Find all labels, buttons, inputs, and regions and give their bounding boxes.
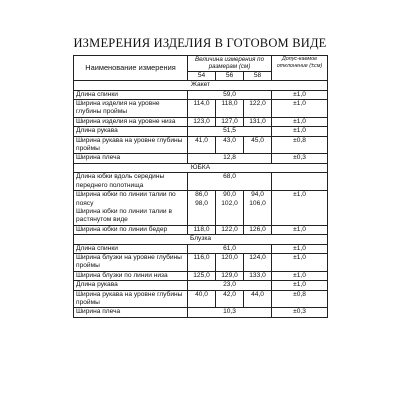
- measurement-name: Длина юбки вдоль середины переднего полотнища: [74, 173, 188, 191]
- measurement-name: Ширина блузки на уровне глубины проймы: [74, 253, 188, 271]
- section-row: [74, 235, 328, 244]
- table-row: [74, 244, 328, 253]
- value-54: 123,0: [188, 117, 216, 126]
- value-54: 118,0: [188, 225, 216, 234]
- measurement-name: Ширина блузки по линии низа: [74, 271, 188, 280]
- measurement-name: Ширина рукава на уровне глубины проймы: [74, 290, 188, 308]
- tolerance-value: ±0,3: [272, 154, 328, 163]
- tolerance-value: ±1,0: [272, 225, 328, 234]
- table-row: [74, 117, 328, 126]
- measurement-name: Ширина юбки по линии талии по поясу: [76, 191, 176, 207]
- value-56: 102,0: [221, 199, 238, 207]
- value-54: 86,0: [195, 191, 208, 199]
- measurement-value: 61,0: [188, 244, 272, 253]
- measurement-value: 68,0: [188, 173, 272, 191]
- measurement-value: 59,0: [188, 90, 272, 99]
- table-row: [74, 225, 328, 234]
- tolerance-value: ±0,8: [272, 136, 328, 154]
- value-56-pair: [216, 191, 244, 226]
- tolerance-value: ±1,0: [272, 191, 328, 226]
- value-58: 124,0: [244, 253, 272, 271]
- measurement-name: Ширина изделия на уровне глубины проймы: [74, 100, 188, 118]
- value-54: 114,0: [188, 100, 216, 118]
- value-58: 45,0: [244, 136, 272, 154]
- value-58: 131,0: [244, 117, 272, 126]
- value-56: 129,0: [216, 271, 244, 280]
- size-header-56: 56: [216, 71, 244, 80]
- measurement-name: Длина рукава: [74, 281, 188, 290]
- value-56: 42,0: [216, 290, 244, 308]
- value-56: 127,0: [216, 117, 244, 126]
- value-56: 118,0: [216, 100, 244, 118]
- tolerance-value: ±1,0: [272, 271, 328, 280]
- tolerance-value: ±0,3: [272, 308, 328, 317]
- table-row: [74, 308, 328, 317]
- value-54: 41,0: [188, 136, 216, 154]
- value-58: 122,0: [244, 100, 272, 118]
- value-54: 98,0: [195, 199, 208, 207]
- section-title-blouse: Блузка: [74, 235, 328, 244]
- measurement-name: Ширина изделия на уровне низа: [74, 117, 188, 126]
- table-row: [74, 127, 328, 136]
- measurement-value: 12,8: [188, 154, 272, 163]
- column-header-sizes: Величина измерения по размерам (см): [188, 56, 272, 72]
- measurement-name: Длина спинки: [74, 244, 188, 253]
- value-58: 44,0: [244, 290, 272, 308]
- table-row: [74, 173, 328, 191]
- measurement-name: Ширина юбки по линии талии в растянутом виде: [76, 207, 172, 224]
- column-header-tolerance: Допус-каемое отклонение (±см): [272, 56, 328, 81]
- measurement-name: Длина рукава: [74, 127, 188, 136]
- value-58: 133,0: [244, 271, 272, 280]
- measurement-name: Ширина плеча: [74, 154, 188, 163]
- value-56: 43,0: [216, 136, 244, 154]
- table-row: [74, 253, 328, 271]
- section-row: [74, 163, 328, 172]
- column-header-name: Наименование измерения: [74, 56, 188, 81]
- table-row: [74, 271, 328, 280]
- value-58: 94,0: [251, 191, 264, 199]
- measurements-table: [73, 55, 328, 318]
- page-title: ИЗМЕРЕНИЯ ИЗДЕЛИЯ В ГОТОВОМ ВИДЕ: [73, 36, 327, 50]
- measurement-name-pair: [74, 191, 188, 226]
- value-54: 125,0: [188, 271, 216, 280]
- section-row: [74, 81, 328, 90]
- tolerance-value: ±1,0: [272, 100, 328, 118]
- value-56: 90,0: [223, 191, 236, 199]
- value-56: 122,0: [216, 225, 244, 234]
- value-58: 106,0: [249, 199, 266, 207]
- value-54: 40,0: [188, 290, 216, 308]
- measurement-name: Ширина рукава на уровне глубины проймы: [74, 136, 188, 154]
- table-row: [74, 154, 328, 163]
- section-title-skirt: ЮБКА: [74, 163, 328, 172]
- tolerance-value: ±1,0: [272, 127, 328, 136]
- value-58: 126,0: [244, 225, 272, 234]
- measurement-value: 10,3: [188, 308, 272, 317]
- tolerance-value: [272, 173, 328, 191]
- tolerance-value: ±1,0: [272, 117, 328, 126]
- measurement-value: 51,5: [188, 127, 272, 136]
- size-header-54: 54: [188, 71, 216, 80]
- measurement-name: Ширина юбки по линии бедер: [74, 225, 188, 234]
- measurement-name: Длина спинки: [74, 90, 188, 99]
- tolerance-value: ±1,0: [272, 244, 328, 253]
- tolerance-value: ±0,8: [272, 290, 328, 308]
- value-58-pair: [244, 191, 272, 226]
- table-row: [74, 90, 328, 99]
- table-row: [74, 136, 328, 154]
- table-row: [74, 191, 328, 226]
- table-row: [74, 290, 328, 308]
- value-54-pair: [188, 191, 216, 226]
- tolerance-value: ±1,0: [272, 253, 328, 271]
- tolerance-value: ±1,0: [272, 281, 328, 290]
- section-title-jacket: Жакет: [74, 81, 328, 90]
- measurement-value: 23,0: [188, 281, 272, 290]
- value-56: 120,0: [216, 253, 244, 271]
- tolerance-value: ±1,0: [272, 90, 328, 99]
- measurement-name: Ширина плеча: [74, 308, 188, 317]
- table-row: [74, 100, 328, 118]
- table-row: [74, 281, 328, 290]
- value-54: 116,0: [188, 253, 216, 271]
- size-header-58: 58: [244, 71, 272, 80]
